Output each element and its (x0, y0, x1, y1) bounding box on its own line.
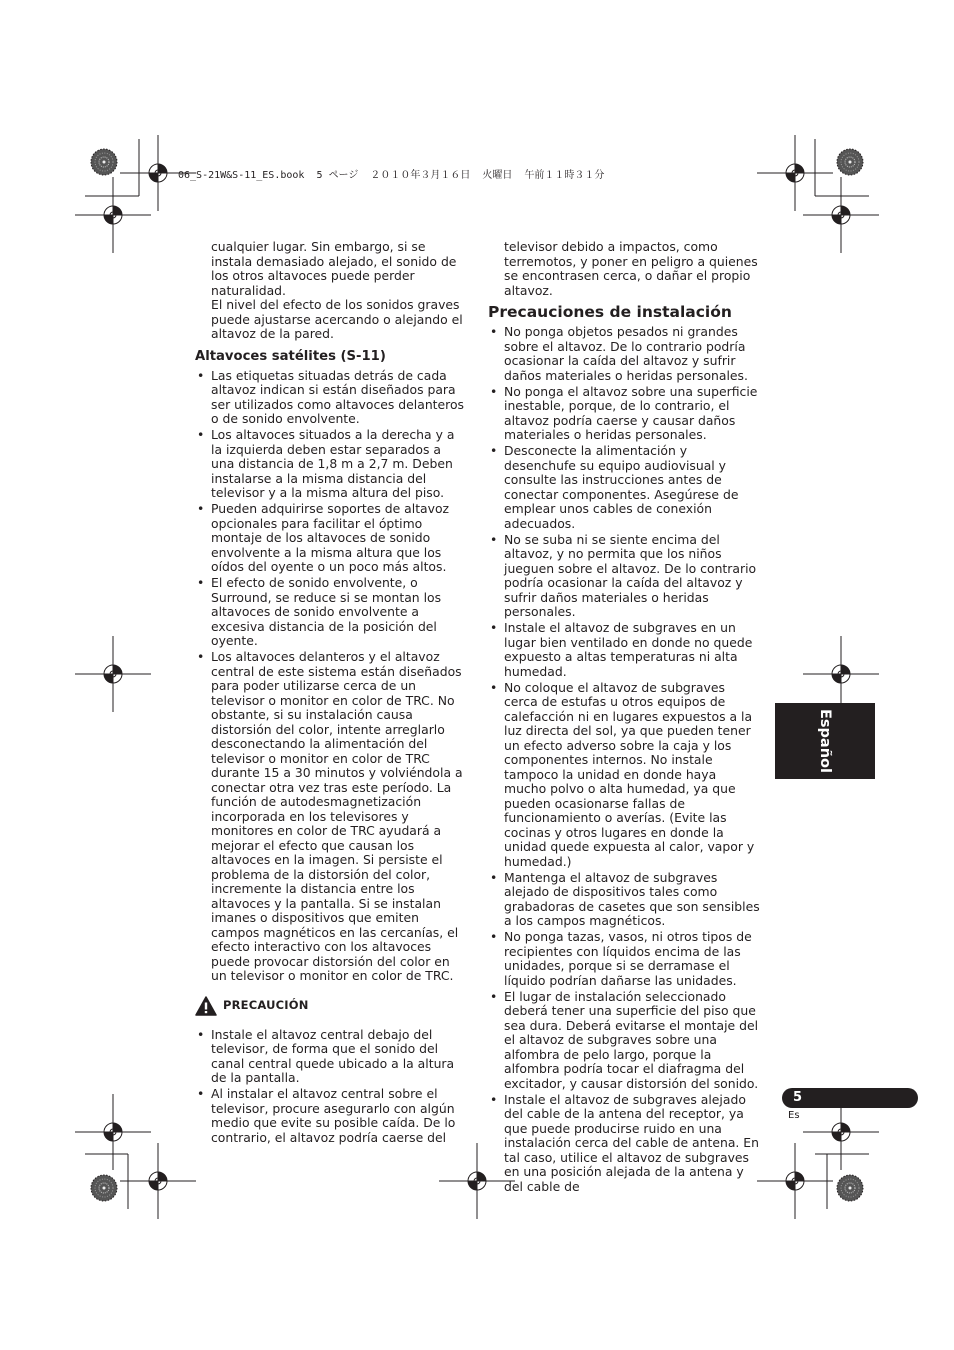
satellite-heading: Altavoces satélites (S-11) (195, 348, 386, 364)
caution-label: PRECAUCIÓN (223, 998, 309, 1013)
list-item: • Los altavoces delanteros y el altavoz central de este sistema están diseñados para poder utilizarse cerca de un televisor o monitor en color de TRC. No obstante, si su instalación causa distorsión del color, intente arreglarlo desconectando la alimentación del televisor o monitor en color de TRC durante 15 a 30 minutos y volviéndola a conectar otra vez tras este período. La función de autodesmagnetización incorporada en los televisores y monitores en color de TRC ayudará a mejorar el efecto que causan los altavoces en la imagen. Si persiste el problema de la distorsión del color, incremente la distancia entre los altavoces y la pantalla. Si se instalan imanes o dispositivos que emiten campos magnéticos en las cercanías, el efecto interactivo con los altavoces puede provocar distorsión del color en un televisor o monitor en color de TRC. (197, 649, 463, 983)
list-item: • Al instalar el altavoz central sobre el televisor, procure asegurarlo con algún medio que evite su posible caída. De lo contrario, el altavoz podría caerse del (197, 1086, 456, 1145)
intro-paragraph: cualquier lugar. Sin embargo, si se instala demasiado alejado, el sonido de los otros altavoces puede perder naturalidad. (211, 239, 457, 298)
installation-list (488, 325, 760, 1194)
caution-triangle-icon (195, 996, 217, 1016)
list-item: • Instale el altavoz de subgraves en un lugar bien ventilado en donde no quede expuesto a altas temperaturas ni alta humedad. (490, 620, 753, 679)
list-item: • Los altavoces situados a la derecha y a la izquierda deben estar separados a una distancia de 1,8 m a 2,7 m. Deben instalarse a la misma distancia del televisor y a la misma altura del piso. (197, 427, 455, 500)
list-item: • Pueden adquirirse soportes de altavoz opcionales para facilitar el óptimo montaje de los altavoces de sonido envolvente a la misma altura que los oídos del oyente o un poco más altos. (197, 501, 450, 574)
list-item: • No ponga el altavoz sobre una superficie inestable, porque, de lo contrario, el altavoz podría caerse y causar daños materiales o heridas personales. (490, 383, 758, 442)
page-number-badge (782, 1088, 918, 1108)
intro-paragraph: El nivel del efecto de los sonidos graves puede ajustarse acercando o alejando el altavoz de la pared. (211, 297, 463, 341)
satellite-list (195, 369, 467, 984)
right-column (488, 240, 760, 1196)
left-column (195, 240, 467, 1147)
list-item: • Instale el altavoz de subgraves alejado del cable de la antena del receptor, ya que puede producirse ruido en una instalación cerca del cable de antena. En tal caso, utilice el altavoz de subgraves en una posición alejada de la antena y del cable de (490, 1091, 759, 1194)
list-item: • No se suba ni se siente encima del altavoz, y no permita que los niños jueguen sobre el altavoz. De lo contrario podría ocasionar la caída del altavoz y sufrir daños materiales o heridas personales. (490, 531, 757, 619)
section-heading: Precauciones de instalación (488, 303, 732, 321)
language-tab-label: Español (817, 709, 833, 773)
intro-text (195, 240, 467, 342)
language-code: Es (788, 1110, 800, 1121)
list-item: • No ponga objetos pesados ni grandes sobre el altavoz. De lo contrario podría ocasionar la caída del altavoz y sufrir daños materiales o heridas personales. (490, 324, 748, 383)
list-item: • Mantenga el altavoz de subgraves alejado de dispositivos tales como grabadoras de casetes que son sensibles a los campos magnéticos. (490, 869, 760, 928)
continuation-text: televisor debido a impactos, como terremotos, y poner en peligro a quienes se encontrasen cerca, o dañar el propio altavoz. (504, 239, 758, 298)
list-item: • Instale el altavoz central debajo del televisor, de forma que el sonido del canal central quede ubicado a la altura de la pantalla. (197, 1026, 455, 1085)
list-item: • El lugar de instalación seleccionado deberá tener una superficie del piso que sea dura. Deberá evitarse el montaje del el altavoz de subgraves sobre una alfombra de pelo largo, porque la alfombra podría tocar el diafragma del excitador, y causar distorsión del sonido. (490, 988, 759, 1091)
list-item: • Desconecte la alimentación y desenchufe su equipo audiovisual y consulte las instrucciones antes de conectar componentes. Asegúrese de emplear unos cables de conexión adecuados. (490, 443, 739, 531)
list-item: • Las etiquetas situadas detrás de cada altavoz indican si están diseñados para ser utilizados como altavoces delanteros o de sonido envolvente. (197, 367, 465, 426)
caution-list (195, 1028, 467, 1146)
language-tab (775, 703, 875, 779)
caution-block (195, 996, 467, 1016)
list-item: • El efecto de sonido envolvente, o Surround, se reduce si se montan los altavoces de sonido envolvente a excesiva distancia de la posición del oyente. (197, 575, 442, 648)
list-item: • No coloque el altavoz de subgraves cerca de estufas u otros equipos de calefacción ni en lugares expuestos a la luz directa del sol, ya que pueden tener un efecto adverso sobre la caja y los componentes internos. No instale tampoco la unidad en donde haya mucho polvo o alta humedad, ya que pueden ocasionarse fallas de funcionamiento o averías. (Evite las cocinas y otros lugares en donde la unidad quede expuesta al calor, vapor y humedad.) (490, 679, 755, 869)
file-info-line: 06_S-21W&S-11_ES.book 5 ページ ２０１０年３月１６日 火曜日 午前１１時３１分 (178, 170, 605, 181)
list-item: • No ponga tazas, vasos, ni otros tipos de recipientes con líquidos encima de las unidades, porque si se derramase el líquido podrían dañarse las unidades. (490, 929, 752, 988)
page-number: 5 (793, 1090, 803, 1105)
